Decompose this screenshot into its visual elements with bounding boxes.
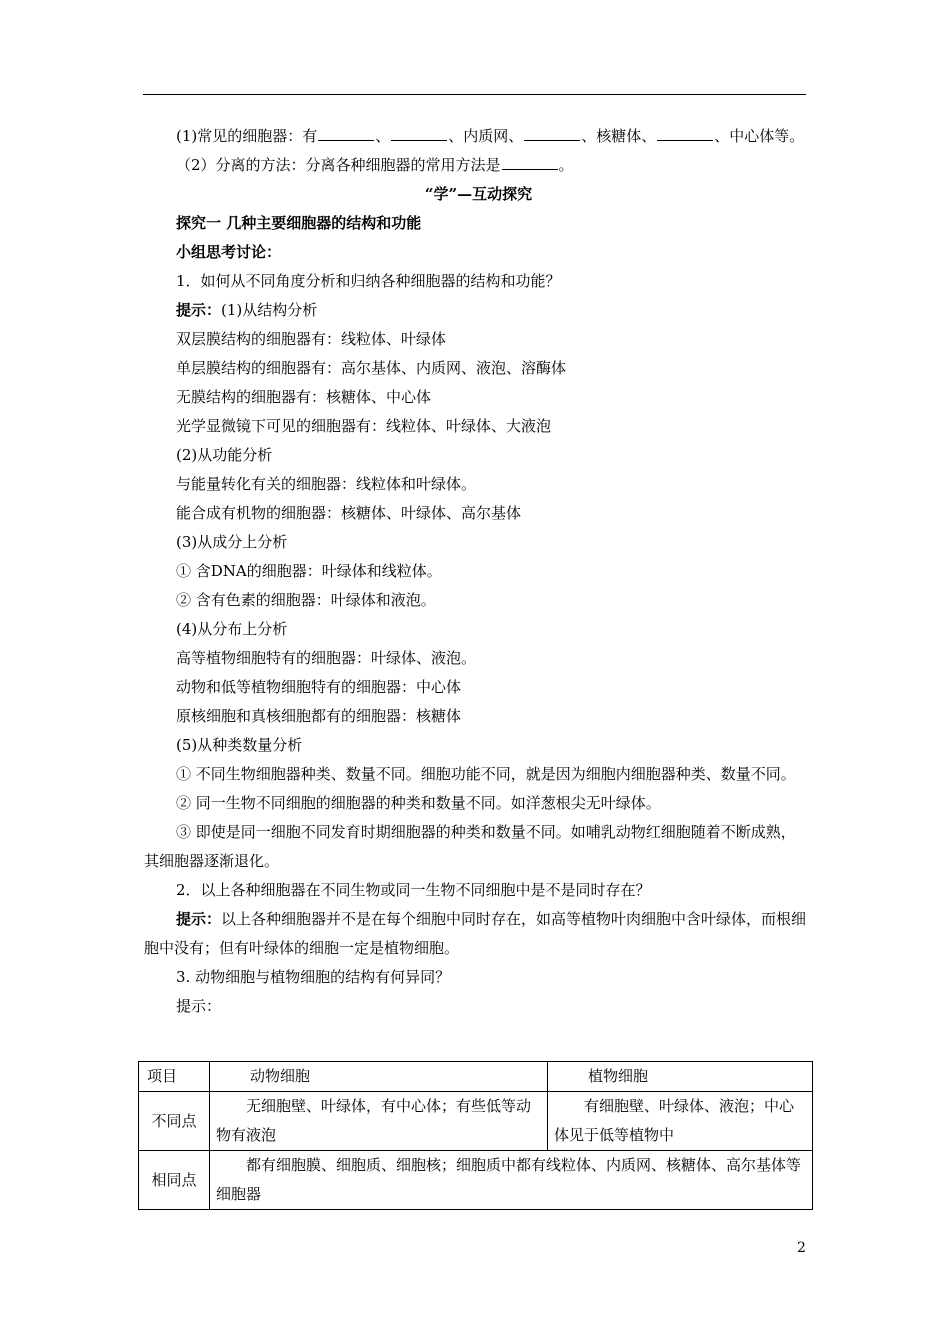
content-body [144,122,811,1021]
comparison-table [138,1061,813,1210]
blank-5[interactable] [502,153,558,170]
q1-line: 双层膜结构的细胞器有：线粒体、叶绿体 [176,330,447,348]
q1-line: 原核细胞和真核细胞都有的细胞器：核糖体 [176,707,462,725]
q1-line: (5)从种类数量分析 [176,736,303,754]
table-diff-plant: 有细胞壁、叶绿体、液泡；中心体见于低等植物中 [548,1092,813,1151]
q1-paragraph-3: ③ 即使是同一细胞不同发育时期细胞器的种类和数量不同。如哺乳动物红细胞随着不断成熟，其细胞器逐渐退化。 [144,823,796,870]
q1-hint-line: 提示：(1)从结构分析 [176,301,318,319]
table-same-text: 都有细胞膜、细胞质、细胞核；细胞质中都有线粒体、内质网、核糖体、高尔基体等细胞器 [210,1151,813,1210]
section-title: “学”—互动探究 [424,185,533,203]
question-1: 1．如何从不同角度分析和归纳各种细胞器的结构和功能？ [176,272,561,290]
question-3: 3. 动物细胞与植物细胞的结构有何异同？ [176,968,451,986]
table-header-plant: 植物细胞 [548,1062,813,1092]
q1-line: (2)从功能分析 [176,446,273,464]
header-rule [143,94,806,95]
group-discussion-title: 小组思考讨论： [176,243,282,261]
q1-line: 高等植物细胞特有的细胞器：叶绿体、液泡。 [176,649,477,667]
q1-paragraph-2: ② 同一生物不同细胞的细胞器的种类和数量不同。如洋葱根尖无叶绿体。 [176,794,661,812]
q1-line: 动物和低等植物细胞特有的细胞器：中心体 [176,678,462,696]
q1-line: (3)从成分上分析 [176,533,288,551]
page-number: 2 [797,1240,806,1256]
table-same-label: 相同点 [139,1151,210,1210]
table-header-item: 项目 [139,1062,210,1092]
hint-label: 提示： [176,910,222,928]
table-row [139,1092,813,1151]
blank-2[interactable] [391,124,447,141]
question-2: 2．以上各种细胞器在不同生物或同一生物不同细胞中是不是同时存在？ [176,881,651,899]
q1-line: 能合成有机物的细胞器：核糖体、叶绿体、高尔基体 [176,504,522,522]
blank-1[interactable] [318,124,374,141]
q1-line: ② 含有色素的细胞器：叶绿体和液泡。 [176,591,436,609]
q1-line: ① 含DNA的细胞器：叶绿体和线粒体。 [176,562,442,580]
inquiry-title: 探究一 几种主要细胞器的结构和功能 [176,214,422,232]
q1-paragraph-1: ① 不同生物细胞器种类、数量不同。细胞功能不同，就是因为细胞内细胞器种类、数量不同。 [176,765,796,783]
table-header-animal: 动物细胞 [210,1062,548,1092]
intro-line-1: (1)常见的细胞器：有 、 、内质网、 、核糖体、 、中心体等。 [176,122,811,151]
q1-line: 单层膜结构的细胞器有：高尔基体、内质网、液泡、溶酶体 [176,359,567,377]
intro-line-2: （2）分离的方法：分离各种细胞器的常用方法是 。 [176,151,811,180]
q1-line: 与能量转化有关的细胞器：线粒体和叶绿体。 [176,475,477,493]
q3-hint: 提示： [176,997,222,1015]
table-row [139,1151,813,1210]
table-diff-animal: 无细胞壁、叶绿体，有中心体；有些低等动物有液泡 [210,1092,548,1151]
hint-label: 提示： [176,301,222,319]
blank-3[interactable] [524,124,580,141]
q1-line: 无膜结构的细胞器有：核糖体、中心体 [176,388,432,406]
table-row [139,1062,813,1092]
q1-line: (4)从分布上分析 [176,620,288,638]
q1-line: 光学显微镜下可见的细胞器有：线粒体、叶绿体、大液泡 [176,417,552,435]
q2-hint: 提示：以上各种细胞器并不是在每个细胞中同时存在，如高等植物叶肉细胞中含叶绿体，而根细胞中没有；但有叶绿体的细胞一定是植物细胞。 [144,910,807,957]
table-diff-label: 不同点 [139,1092,210,1151]
blank-4[interactable] [657,124,713,141]
